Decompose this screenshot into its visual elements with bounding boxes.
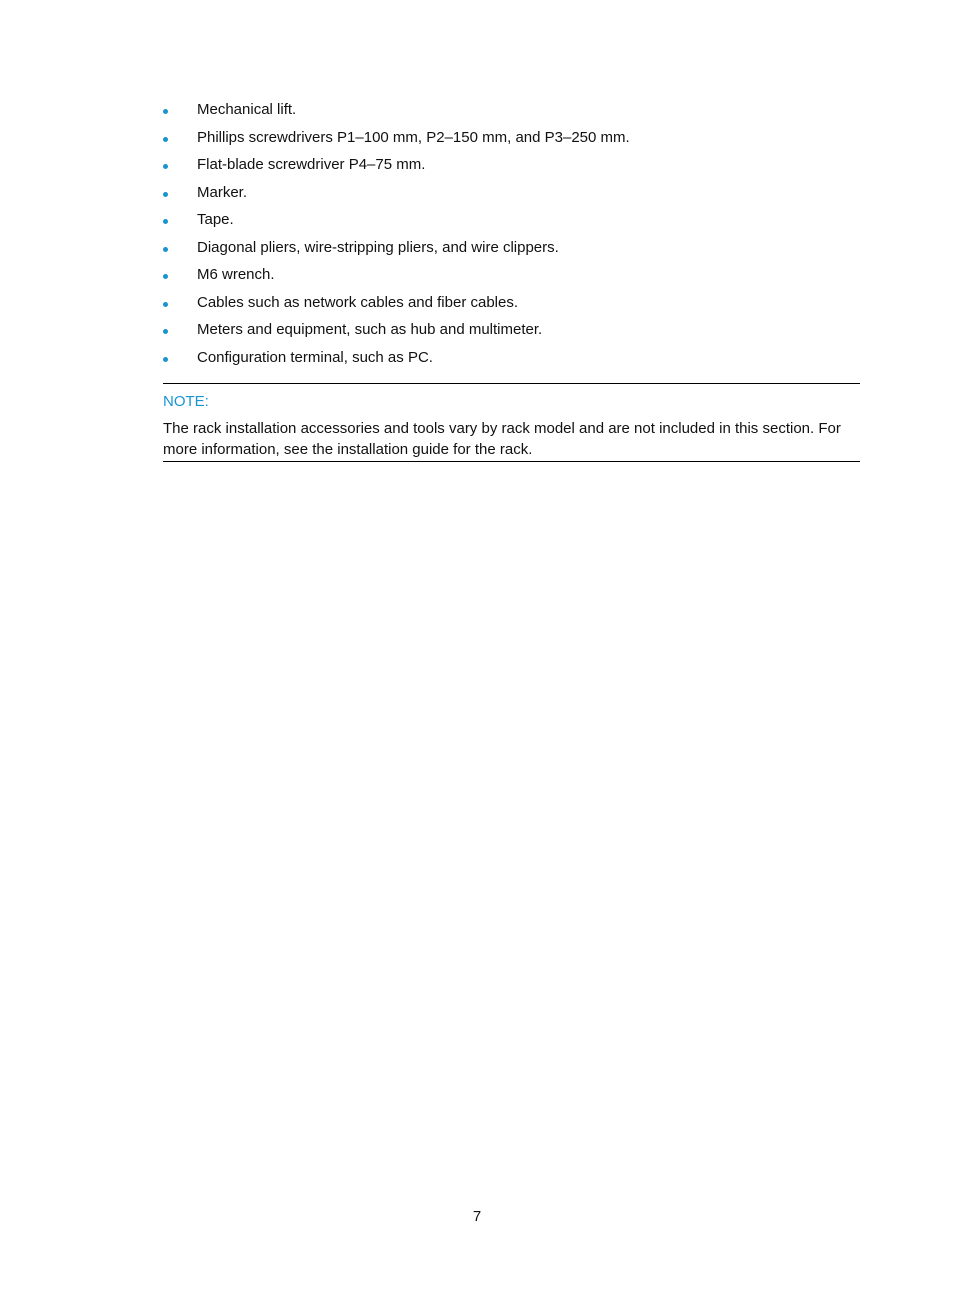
list-item-text: Phillips screwdrivers P1–100 mm, P2–150 mm, and P3–250 mm.: [197, 128, 630, 146]
list-item: [163, 319, 860, 347]
list-item: [163, 209, 860, 237]
bullet-dot-icon: [163, 192, 168, 197]
list-item: [163, 99, 860, 127]
list-item: [163, 237, 860, 265]
list-item-text: Mechanical lift.: [197, 101, 297, 118]
bullet-dot-icon: [163, 137, 168, 142]
bullet-dot-icon: [163, 302, 168, 307]
list-item: [163, 182, 860, 210]
bullet-dot-icon: [163, 274, 168, 279]
list-item-text: Tape.: [197, 211, 234, 228]
bullet-dot-icon: [163, 164, 168, 169]
list-item-text: Diagonal pliers, wire-stripping pliers, and wire clippers.: [197, 238, 559, 256]
list-item: [163, 264, 860, 292]
note-label: NOTE:: [163, 393, 209, 410]
list-item-text: M6 wrench.: [197, 266, 275, 283]
tools-bullet-list: [163, 99, 860, 374]
note-box: [163, 383, 860, 462]
bullet-dot-icon: [163, 357, 168, 362]
list-item-text: Flat-blade screwdriver P4–75 mm.: [197, 156, 426, 173]
list-item-text: Marker.: [197, 183, 248, 201]
page-number: 7: [472, 1208, 482, 1225]
list-item: [163, 154, 860, 182]
list-item-text: Cables such as network cables and fiber cables.: [197, 293, 519, 311]
document-body: [163, 99, 860, 374]
list-item: [163, 127, 860, 155]
bullet-dot-icon: [163, 329, 168, 334]
note-text: The rack installation accessories and tools vary by rack model and are not included in this section. For more information, see the installation guide for the rack.: [163, 420, 841, 458]
bullet-dot-icon: [163, 109, 168, 114]
bullet-dot-icon: [163, 219, 168, 224]
list-item: [163, 292, 860, 320]
bullet-dot-icon: [163, 247, 168, 252]
list-item: [163, 347, 860, 375]
list-item-text: Meters and equipment, such as hub and multimeter.: [197, 321, 543, 338]
list-item-text: Configuration terminal, such as PC.: [197, 348, 433, 366]
